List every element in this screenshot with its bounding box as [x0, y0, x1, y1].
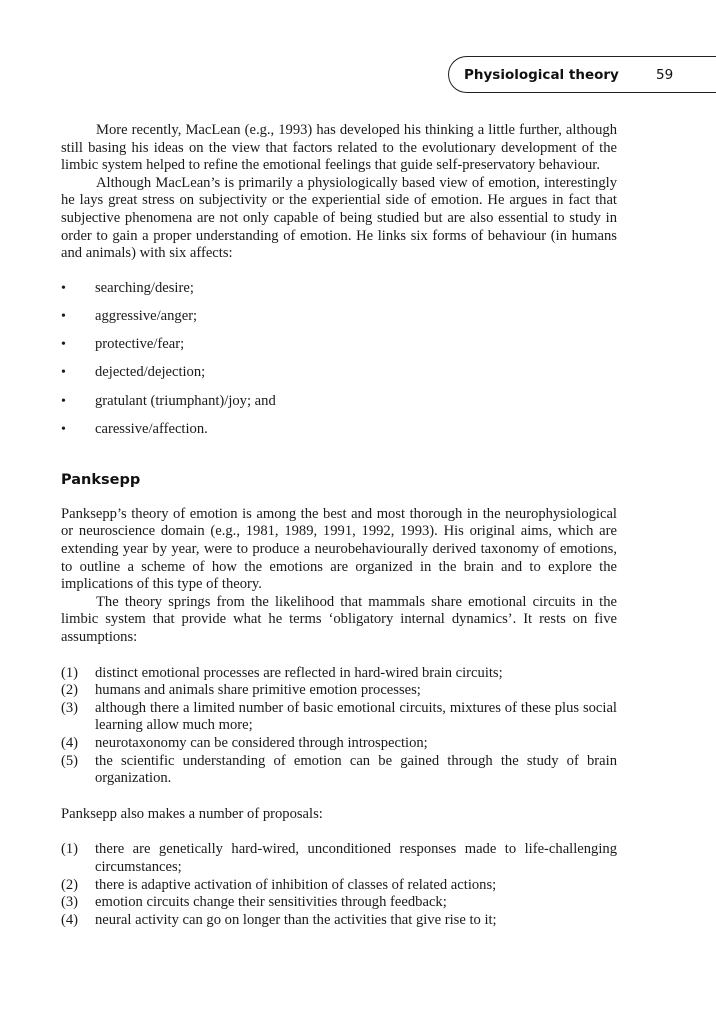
bullet-icon: • — [61, 393, 66, 409]
list-item-text: distinct emotional processes are reflected in hard-wired brain circuits; — [95, 664, 503, 681]
list-item-text: neural activity can go on longer than the activities that give rise to it; — [95, 911, 497, 928]
list-item — [61, 894, 617, 912]
section-heading: Panksepp — [61, 472, 141, 489]
list-item-text: caressive/affection. — [95, 420, 208, 437]
list-item — [61, 700, 617, 735]
list-item — [61, 308, 617, 326]
list-item — [61, 421, 617, 439]
list-item — [61, 364, 617, 382]
paragraph: More recently, MacLean (e.g., 1993) has developed his thinking a little further, although still basing his ideas on the view that factors related to the evolutionary development of the limbic system helped to refine the emotional feelings that guide self-preservatory behaviour. — [61, 122, 617, 174]
page-body — [61, 122, 617, 929]
list-item-text: aggressive/anger; — [95, 307, 198, 324]
list-number: (2) — [61, 682, 79, 699]
bullet-icon: • — [61, 337, 66, 353]
list-number: (1) — [61, 664, 79, 681]
list-item — [61, 841, 617, 876]
list-item-text: emotion circuits change their sensitivities through feedback; — [95, 894, 447, 911]
list-item-text: although there a limited number of basic emotional circuits, mixtures of these plus social learning allow much more; — [95, 699, 617, 734]
paragraph: Panksepp also makes a number of proposals: — [61, 805, 323, 822]
proposals-list — [61, 841, 617, 929]
list-number: (1) — [61, 841, 79, 858]
list-item-text: dejected/dejection; — [95, 364, 206, 381]
list-item-text: gratulant (triumphant)/joy; and — [95, 392, 276, 409]
list-item-text: searching/desire; — [95, 279, 194, 296]
page-number: 59 — [656, 67, 674, 83]
list-item-text: there is adaptive activation of inhibition of classes of related actions; — [95, 876, 497, 893]
list-item — [61, 877, 617, 895]
list-number: (2) — [61, 876, 79, 893]
list-number: (5) — [61, 752, 79, 769]
bullet-icon: • — [61, 308, 66, 324]
paragraph: Panksepp’s theory of emotion is among the best and most thorough in the neurophysiological or neuroscience domain (e.g., 1981, 1989, 1991, 1992, 1993). His original aims, which are extending year by year, were to produce a neurobehaviourally derived taxonomy of emotions, to outline a scheme of how the emotions are organized in the brain and to explore the implications of this type of theory. — [61, 505, 617, 593]
bullet-icon: • — [61, 365, 66, 381]
list-item-text: humans and animals share primitive emotion processes; — [95, 682, 421, 699]
list-item — [61, 912, 617, 930]
list-item — [61, 682, 617, 700]
running-header-title: Physiological theory — [464, 67, 619, 83]
assumptions-list — [61, 665, 617, 788]
list-item-text: neurotaxonomy can be considered through introspection; — [95, 735, 428, 751]
bullet-icon: • — [61, 421, 66, 437]
list-number: (3) — [61, 699, 79, 716]
list-item — [61, 393, 617, 411]
list-item-text: protective/fear; — [95, 336, 185, 353]
list-item — [61, 280, 617, 298]
list-number: (4) — [61, 735, 79, 751]
list-item — [61, 665, 617, 683]
bullet-icon: • — [61, 280, 66, 296]
paragraph: Although MacLean’s is primarily a physiologically based view of emotion, interestingly he lays great stress on subjectivity or the experiential side of emotion. He argues in fact that subjective phenomena are not only capable of being studied but are also essential to study in order to gain a proper understanding of emotion. He links six forms of behaviour (in humans and animals) with six affects: — [61, 174, 617, 262]
list-number: (4) — [61, 911, 79, 928]
list-item — [61, 336, 617, 354]
list-number: (3) — [61, 894, 79, 911]
list-item — [61, 753, 617, 788]
list-item-text: there are genetically hard-wired, unconditioned responses made to life-challenging circumstances; — [95, 841, 617, 875]
paragraph: The theory springs from the likelihood that mammals share emotional circuits in the limbic system that provide what he terms ‘obligatory internal dynamics’. It rests on five assumptions: — [61, 593, 617, 646]
list-item-text: the scientific understanding of emotion can be gained through the study of brain organization. — [95, 752, 617, 787]
list-item — [61, 735, 617, 753]
affects-list — [61, 280, 617, 439]
